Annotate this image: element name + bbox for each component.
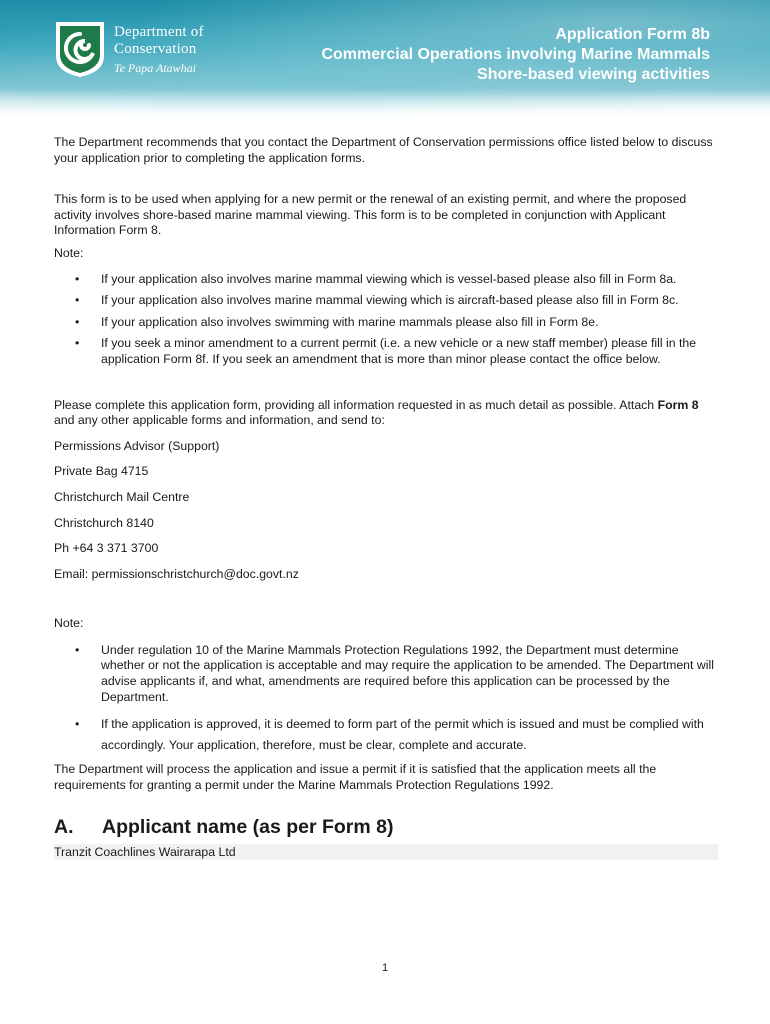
- note-label-1: Note:: [54, 245, 84, 260]
- list-item: • If you seek a minor amendment to a current permit (i.e. a new vehicle or a new staff member) please fill in the application Form 8f. If you seek an amendment that is more than minor please contact the office below.: [75, 336, 697, 366]
- postal-address: [54, 439, 718, 583]
- list-item: • If your application also involves marine mammal viewing which is aircraft-based please also fill in Form 8c.: [75, 293, 679, 308]
- form-title-line1: Application Form 8b: [555, 26, 710, 43]
- form-title: [321, 25, 710, 85]
- logo-line-maori-name: Te Papa Atawhai: [114, 61, 197, 75]
- section-a-heading: [54, 815, 718, 839]
- bullet-icon: •: [75, 293, 80, 308]
- form-title-line2: Commercial Operations involving Marine Mammals: [321, 46, 710, 63]
- document-body: [54, 135, 718, 860]
- note-list-1: [54, 272, 718, 368]
- logo-line-conservation: Conservation: [114, 41, 197, 57]
- page-number: 1: [381, 962, 389, 974]
- section-a-title: Applicant name (as per Form 8): [102, 816, 394, 839]
- intro-paragraph-1: The Department recommends that you contact the Department of Conservation permissions office listed below to discuss your application prior to completing the application forms.: [54, 135, 713, 165]
- bullet-icon: •: [75, 314, 80, 329]
- list-item: • Under regulation 10 of the Marine Mammals Protection Regulations 1992, the Department must determine whether or not the application is acceptable and may require the application to be amended. The Department will advise applicants if, and what, amendments are required before this application can be processed by the Department.: [75, 642, 714, 704]
- form-8-reference: Form 8: [657, 397, 699, 412]
- section-a-letter: A.: [54, 816, 74, 839]
- bullet-icon: •: [75, 642, 80, 657]
- address-line-bag: Private Bag 4715: [54, 464, 149, 479]
- bullet-icon: •: [75, 271, 80, 286]
- address-line-mail-centre: Christchurch Mail Centre: [54, 489, 190, 504]
- address-line-advisor: Permissions Advisor (Support): [54, 438, 220, 453]
- applicant-name-field[interactable]: Tranzit Coachlines Wairarapa Ltd: [54, 844, 718, 860]
- bullet-icon: •: [75, 717, 80, 732]
- note-list-2: [54, 643, 718, 756]
- address-line-city: Christchurch 8140: [54, 515, 154, 530]
- doc-emblem-icon: [54, 20, 106, 78]
- form-title-line3: Shore-based viewing activities: [477, 66, 710, 83]
- bullet-icon: •: [75, 336, 80, 351]
- logo-wordmark: [114, 24, 204, 77]
- closing-paragraph: The Department will process the application and issue a permit if it is satisfied that the application meets all the requirements for granting a permit under the Marine Mammals Protection Regulations 1992.: [54, 762, 657, 792]
- phone-number: Ph +64 3 371 3700: [54, 541, 159, 556]
- intro-paragraph-2: This form is to be used when applying for a new permit or the renewal of an existing permit, and where the proposed activity involves shore-based marine mammal viewing. This form is to be completed in conjunction with Applicant Information Form 8.: [54, 192, 687, 238]
- list-item: • If the application is approved, it is deemed to form part of the permit which is issued and must be complied with accordingly. Your application, therefore, must be clear, complete and accurate.: [54, 714, 718, 756]
- note-label-2: Note:: [54, 616, 84, 631]
- list-item: • If your application also involves swimming with marine mammals please also fill in Form 8e.: [75, 314, 599, 329]
- doc-logo: [54, 20, 224, 80]
- header-banner: [0, 0, 770, 118]
- email-address[interactable]: Email: permissionschristchurch@doc.govt.nz: [54, 566, 299, 581]
- logo-line-department: Department of: [114, 24, 204, 40]
- instructions-paragraph: Please complete this application form, providing all information requested in as much detail as possible. Attach Form 8 and any other applicable forms and information, and send to:: [54, 397, 699, 428]
- list-item: • If your application also involves marine mammal viewing which is vessel-based please also fill in Form 8a.: [75, 271, 677, 286]
